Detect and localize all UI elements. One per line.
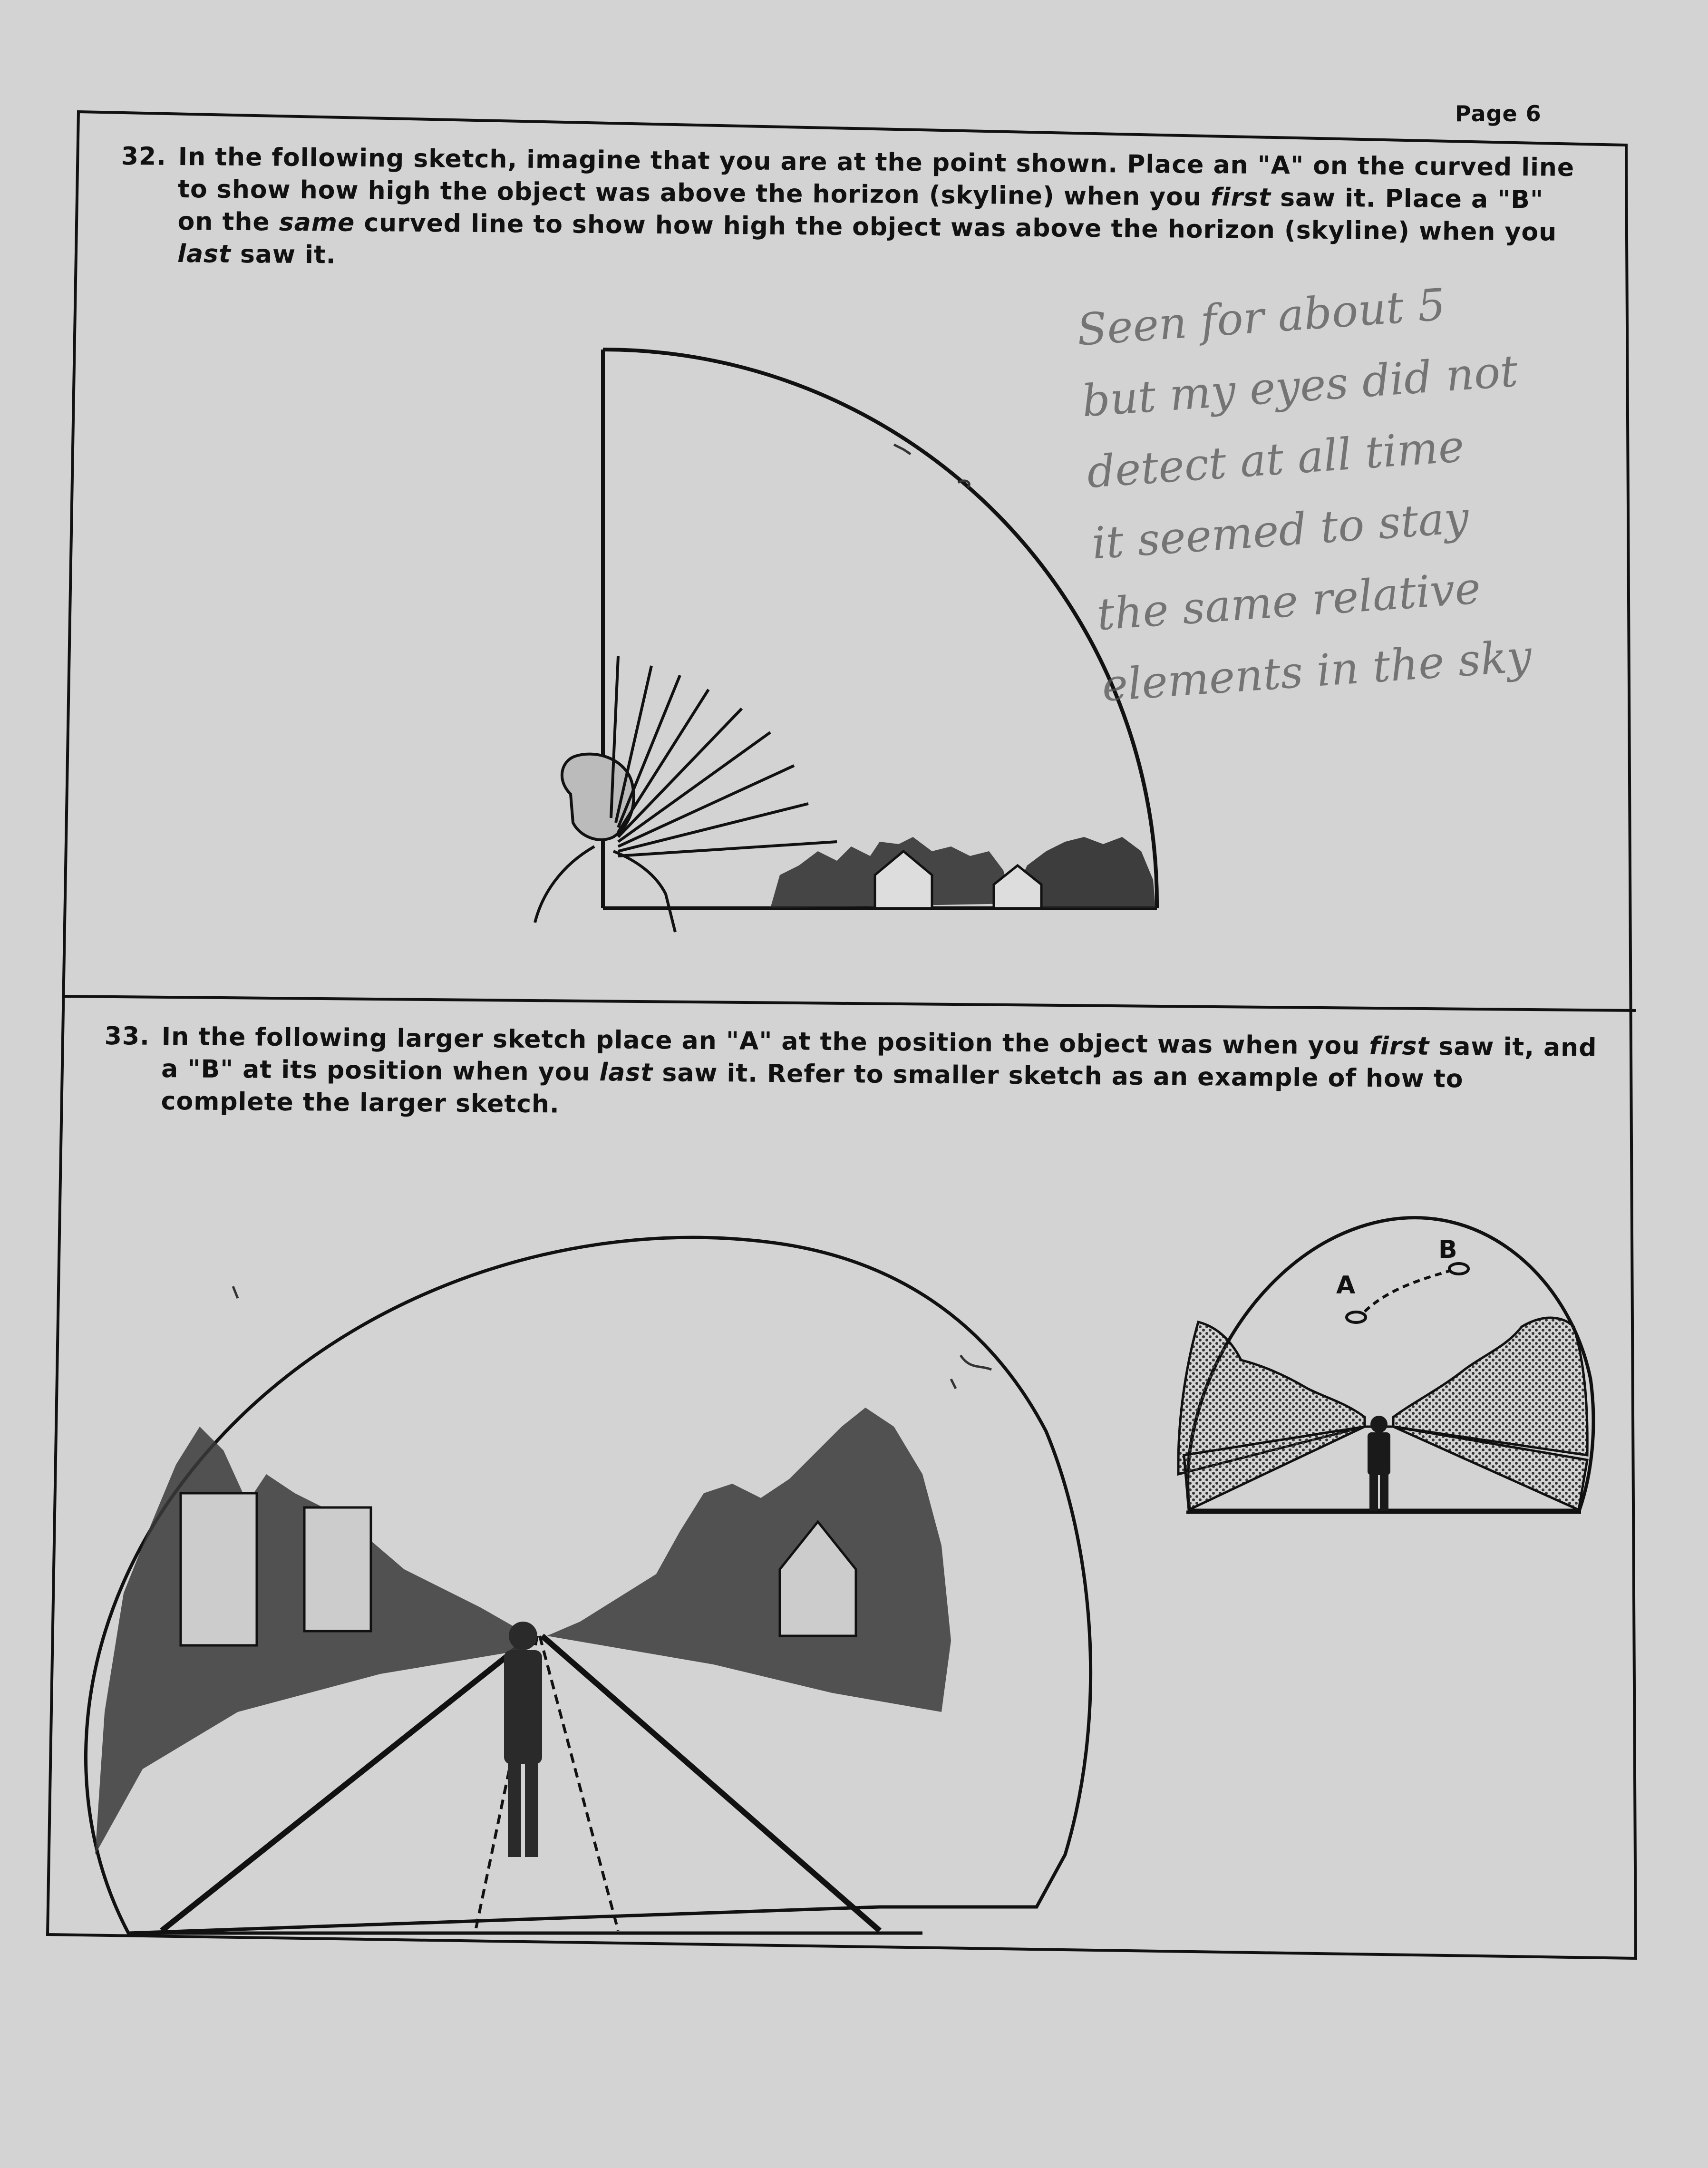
question-33: [104, 1020, 1598, 1129]
stray-pencil-marks: [233, 1286, 991, 1389]
handwritten-line: the same relative: [1095, 563, 1483, 641]
q33-example-sketch: [1178, 1218, 1593, 1512]
q32-sketch: [535, 350, 1157, 932]
handwritten-line: Seen for about 5: [1075, 279, 1447, 356]
handwritten-note: [1075, 252, 1708, 721]
handwritten-line: but my eyes did not: [1080, 345, 1520, 427]
road-right-lane: [540, 1636, 618, 1931]
q33-large-sketch: [86, 1237, 1090, 1933]
question-32-text: In the following sketch, imagine that you are at the point shown. Place an "A" on the curved line to show how high the object was above the horizon (skyline) when you first saw it. Place a "B" on the same curved line to show how high the object was above the horizon (skyline) when you last saw it.: [177, 142, 1575, 270]
example-label-b: B: [1438, 1235, 1457, 1264]
left-trees-illustration: [95, 1427, 533, 1855]
q32-skyline-illustration: [770, 837, 1155, 908]
handwritten-line: elements in the sky: [1100, 630, 1533, 711]
handwritten-line: detect at all time: [1085, 420, 1466, 498]
left-building-illustration: [181, 1493, 257, 1645]
handwritten-line: it seemed to stay: [1090, 492, 1471, 569]
right-trees-illustration: [547, 1408, 951, 1712]
question-33-number: 33.: [104, 1021, 150, 1051]
question-32: [120, 140, 1586, 281]
question-33-text: In the following larger sketch place an "A" at the position the object was when you first saw it, and a "B" at its position when you last saw it. Refer to smaller sketch as an example of how to complete the larger sketch.: [161, 1022, 1597, 1119]
question-32-number: 32.: [121, 142, 167, 171]
example-label-a: A: [1336, 1271, 1356, 1300]
question-divider: [62, 996, 1636, 1011]
standing-figure-illustration: [504, 1622, 542, 1857]
page-number: Page 6: [1455, 101, 1542, 126]
q32-curved-line: [603, 350, 1157, 908]
q32-stray-marks: [894, 445, 969, 487]
